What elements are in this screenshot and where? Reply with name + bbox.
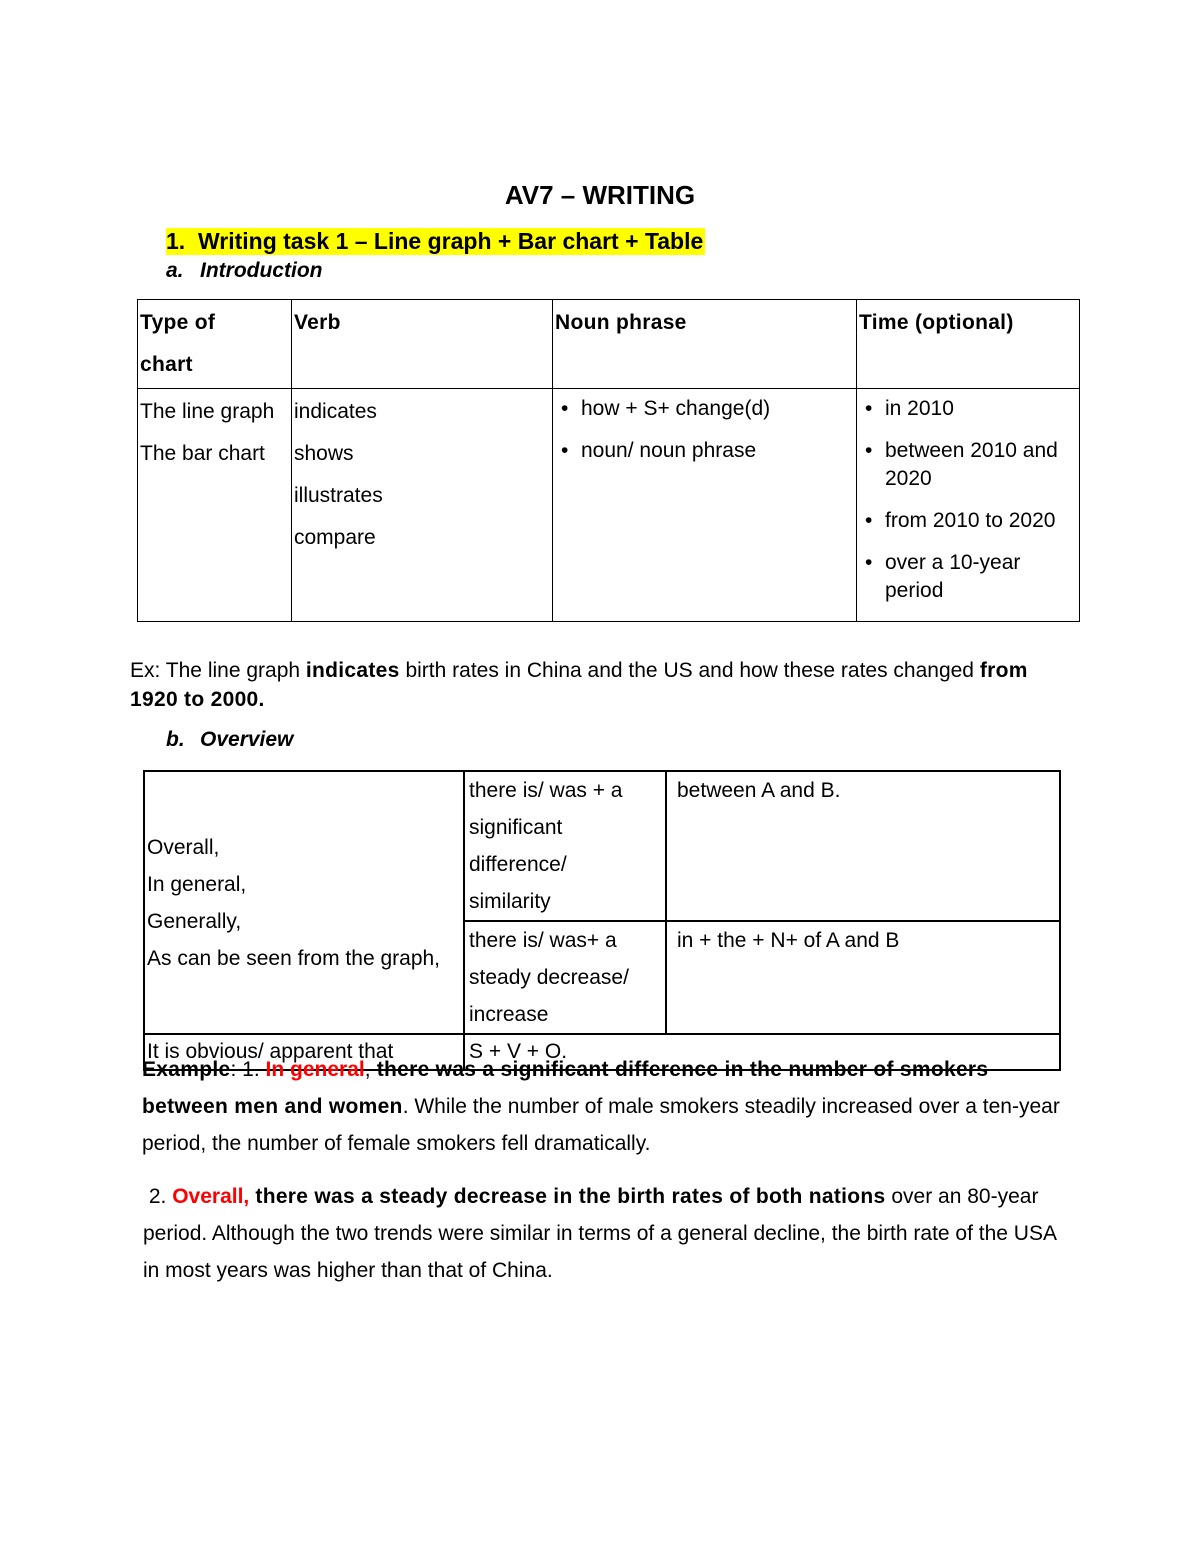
section-heading [166, 228, 705, 255]
time-item: • between 2010 and 2020 [859, 437, 1077, 493]
overview-example-2 [143, 1178, 1063, 1289]
header-noun-text: Noun phrase [555, 311, 687, 334]
example-comma: , [364, 1058, 371, 1081]
verb-item: compare [294, 526, 376, 549]
ex-end: . [258, 688, 265, 711]
introduction-marker: a. [166, 259, 184, 282]
example-red-phrase: Overall, [172, 1185, 250, 1208]
overview-marker: b. [166, 728, 185, 751]
ex-time: from 1920 to 2000 [130, 659, 1028, 711]
example-bold-phrase: there was a significant difference in the number of smokers between men and women [142, 1058, 989, 1118]
example-number: : 1. [230, 1058, 266, 1081]
example-rest: over an 80-year period. Although the two trends were similar in terms of a general decline, the birth rate of the USA in most years was higher than that of China. [143, 1185, 1056, 1282]
noun-phrase-item: • noun/ noun phrase [555, 437, 854, 465]
introduction-header-row [138, 300, 1080, 389]
header-type-line2: chart [140, 353, 193, 376]
overview-row [144, 771, 1060, 921]
introduction-table [137, 299, 1080, 622]
introduction-heading-text: Introduction [200, 259, 323, 282]
noun-phrases-cell [553, 389, 857, 622]
header-verb [292, 300, 553, 389]
overview-line: significant difference/ [469, 816, 567, 876]
overview-heading-text: Overview [200, 728, 294, 751]
opener-item: As can be seen from the graph, [147, 946, 441, 970]
overview-line: between A and B. [677, 779, 841, 802]
page-title: AV7 – WRITING [504, 180, 696, 210]
section-heading-text: Writing task 1 – Line graph + Bar chart + Table [197, 228, 704, 254]
example-label: Example [142, 1058, 231, 1081]
ex-verb: indicates [305, 659, 400, 682]
introduction-example [130, 656, 1070, 714]
overview-between-cell [666, 771, 1060, 921]
verb-item: illustrates [294, 484, 383, 507]
chart-type-item: The line graph [140, 400, 275, 423]
overview-line: there is/ was + a [469, 779, 623, 802]
time-item: • from 2010 to 2020 [859, 507, 1077, 535]
section-number: 1. [166, 228, 186, 254]
overview-difference-cell [464, 771, 666, 921]
overview-line: there is/ was+ a [469, 929, 617, 952]
overview-trend-cell [464, 921, 666, 1034]
verb-item: indicates [294, 400, 377, 423]
introduction-body-row [138, 389, 1080, 622]
verbs-cell [292, 389, 553, 622]
overview-line: increase [469, 1003, 549, 1026]
chart-types-cell [138, 389, 292, 622]
example-rest: . While the number of male smokers steadily increased over a ten-year period, the number of female smokers fell dramatically. [142, 1095, 1060, 1155]
example-red-phrase: In general [265, 1058, 365, 1081]
introduction-heading [166, 259, 322, 283]
header-type-line1: Type of [140, 311, 216, 334]
times-cell [857, 389, 1080, 622]
opener-item: In general, [147, 872, 247, 896]
overview-obvious-cell: It is obvious/ apparent that [144, 1034, 464, 1070]
header-noun-phrase [553, 300, 857, 389]
header-time [857, 300, 1080, 389]
verb-item: shows [294, 442, 354, 465]
ex-middle: birth rates in China and the US and how these rates changed [399, 659, 980, 682]
overview-openers-cell [144, 771, 464, 1034]
noun-phrase-item: • how + S+ change(d) [555, 395, 854, 423]
example-number: 2. [148, 1185, 173, 1208]
example-bold-phrase: there was a steady decrease in the birth rates of both nations [249, 1185, 886, 1208]
time-list [859, 395, 1077, 605]
chart-type-item: The bar chart [140, 442, 265, 465]
overview-in-the-cell [666, 921, 1060, 1034]
header-type-of-chart [138, 300, 292, 389]
ex-prefix: Ex: The line graph [130, 659, 306, 682]
opener-item: Generally, [147, 909, 242, 933]
overview-example-1 [142, 1051, 1062, 1162]
time-item: • in 2010 [859, 395, 1077, 423]
opener-item: Overall, [147, 835, 220, 859]
overview-line: similarity [469, 890, 551, 913]
header-verb-text: Verb [294, 311, 341, 334]
overview-table [143, 770, 1061, 1071]
overview-line: in + the + N+ of A and B [677, 929, 900, 952]
overview-heading [166, 728, 293, 752]
header-time-text: Time (optional) [859, 311, 1014, 334]
noun-phrase-list [555, 395, 854, 465]
overview-svo-cell: S + V + O. [464, 1034, 1060, 1070]
time-item: • over a 10-year period [859, 549, 1077, 605]
overview-line: steady decrease/ [469, 966, 629, 989]
